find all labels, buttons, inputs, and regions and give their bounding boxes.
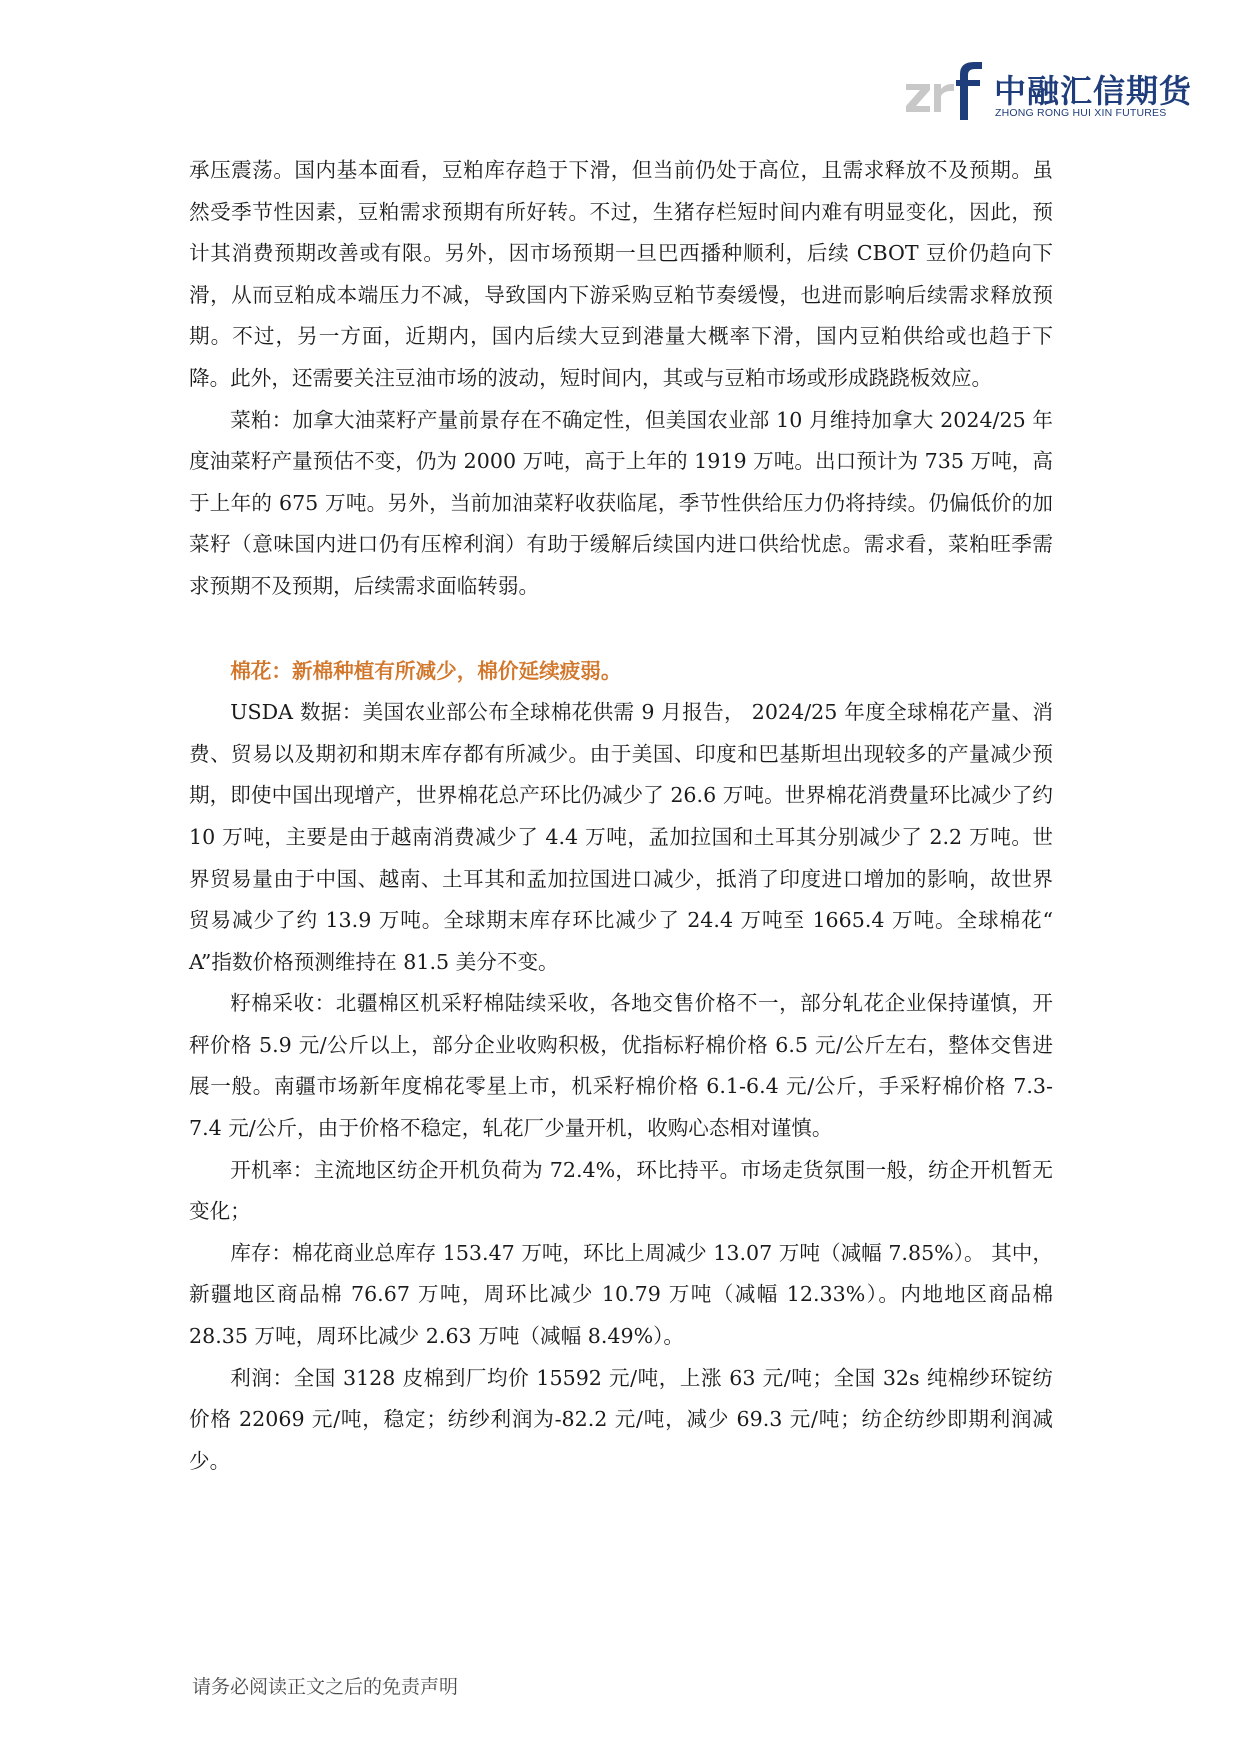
paragraph-rapeseed-meal: 菜粕：加拿大油菜籽产量前景存在不确定性，但美国农业部 10 月维持加拿大 2024/25 年度油菜籽产量预估不变，仍为 2000 万吨，高于上年的 1919 万吨。出口预计为 735 万吨，高于上年的 675 万吨。另外，当前加油菜籽收获临尾，季节性供给压力仍将持续。仍偏低价的加菜籽（意味国内进口仍有压榨利润）有助于缓解后续国内进口供给忧虑。需求看，菜粕旺季需求预期不及预期，后续需求面临转弱。 — [189, 407, 1053, 598]
footer-disclaimer: 请务必阅读正文之后的免责声明 — [192, 1676, 459, 1698]
section-heading-cotton: 棉花：新棉种植有所减少，棉价延续疲弱。 — [230, 658, 622, 683]
zrf-logo-icon — [904, 62, 984, 122]
paragraph-seed-cotton-harvest: 籽棉采收：北疆棉区机采籽棉陆续采收，各地交售价格不一，部分轧花企业保持谨慎，开秤价格 5.9 元/公斤以上，部分企业收购积极，优指标籽棉价格 6.5 元/公斤左右，整体交售进展一般。南疆市场新年度棉花零星上市，机采籽棉价格 6.1-6.4 元/公斤，手采籽棉价格 7.3-7.4 元/公斤，由于价格不稳定，轧花厂少量开机，收购心态相对谨慎。 — [189, 991, 1053, 1141]
company-logo — [904, 62, 1194, 122]
document-body — [189, 150, 1053, 1482]
paragraph-operating-rate: 开机率：主流地区纺企开机负荷为 72.4%，环比持平。市场走货氛围一般，纺企开机暂无变化； — [189, 1157, 1053, 1224]
paragraph-soymeal-continued: 承压震荡。国内基本面看，豆粕库存趋于下滑，但当前仍处于高位，且需求释放不及预期。虽然受季节性因素，豆粕需求预期有所好转。不过，生猪存栏短时间内难有明显变化，因此，预计其消费预期改善或有限。另外，因市场预期一旦巴西播种顺利，后续 CBOT 豆价仍趋向下滑，从而豆粕成本端压力不减，导致国内下游采购豆粕节奏缓慢，也进而影响后续需求释放预期。不过，另一方面，近期内，国内后续大豆到港量大概率下滑，国内豆粕供给或也趋于下降。此外，还需要关注豆油市场的波动，短时间内，其或与豆粕市场或形成跷跷板效应。 — [189, 158, 1053, 390]
paragraph-inventory: 库存：棉花商业总库存 153.47 万吨，环比上周减少 13.07 万吨（减幅 7.85%）。 其中，新疆地区商品棉 76.67 万吨，周环比减少 10.79 万吨（减幅 12.33%）。内地地区商品棉 28.35 万吨，周环比减少 2.63 万吨（减幅 8.49%）。 — [189, 1240, 1053, 1349]
logo-english-name: ZHONG RONG HUI XIN FUTURES — [995, 107, 1167, 119]
paragraph-usda-data: USDA 数据：美国农业部公布全球棉花供需 9 月报告， 2024/25 年度全球棉花产量、消费、贸易以及期初和期末库存都有所减少。由于美国、印度和巴基斯坦出现较多的产量减少预期，即使中国出现增产，世界棉花总产环比仍减少了 26.6 万吨。世界棉花消费量环比减少了约 10 万吨，主要是由于越南消费减少了 4.4 万吨，孟加拉国和土耳其分别减少了 2.2 万吨。世界贸易量由于中国、越南、土耳其和孟加拉国进口减少，抵消了印度进口增加的影响，故世界贸易减少了约 13.9 万吨。全球期末库存环比减少了 24.4 万吨至 1665.4 万吨。全球棉花“ A”指数价格预测维持在 81.5 美分不变。 — [189, 700, 1053, 974]
paragraph-profit: 利润：全国 3128 皮棉到厂均价 15592 元/吨，上涨 63 元/吨；全国 32s 纯棉纱环锭纺价格 22069 元/吨，稳定；纺纱利润为-82.2 元/吨，减少 69.3 元/吨；纺企纺纱即期利润减少。 — [189, 1365, 1053, 1473]
logo-chinese-name: 中融汇信期货 — [994, 72, 1193, 110]
